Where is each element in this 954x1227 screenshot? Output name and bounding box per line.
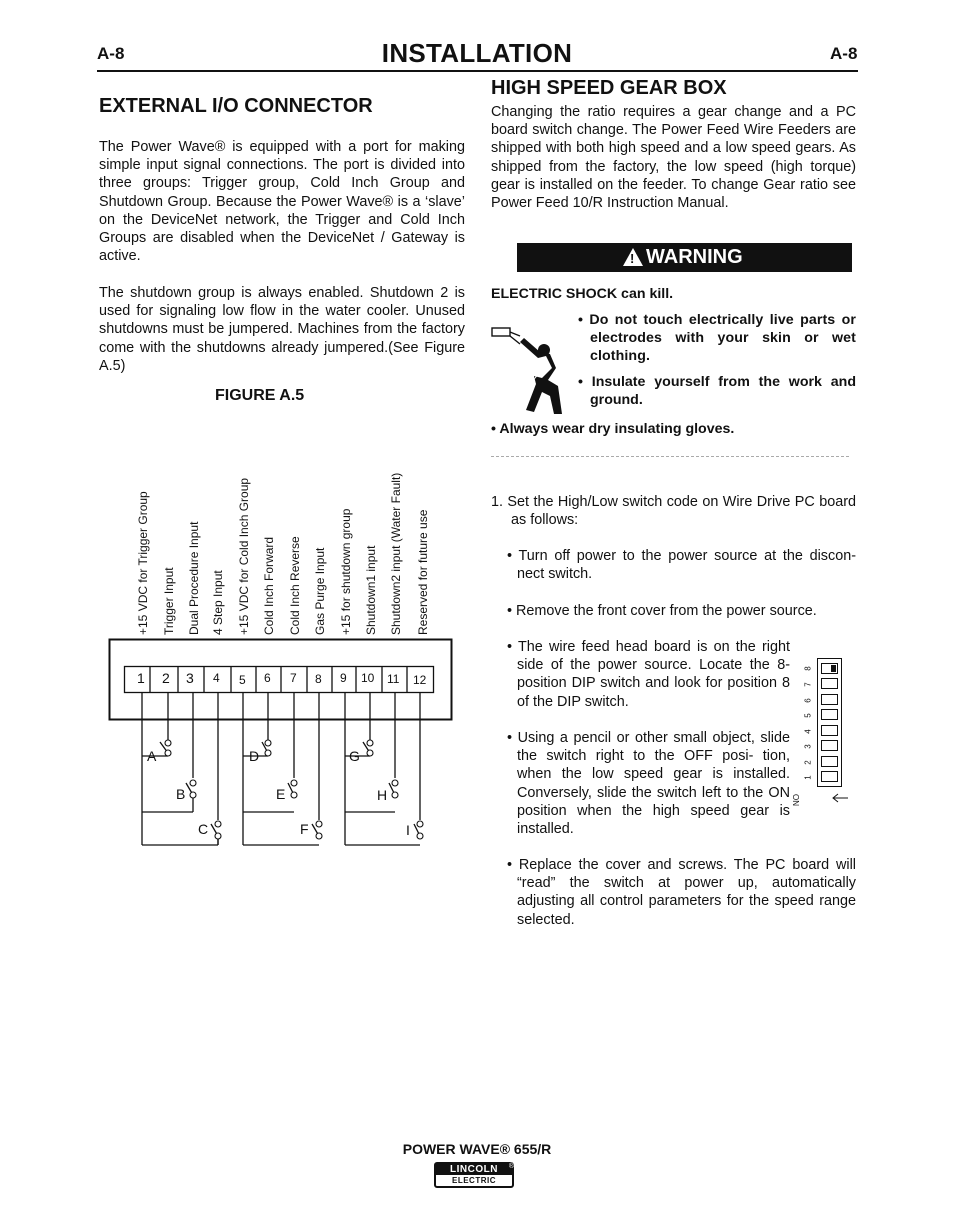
paragraph-text: The Power Wave® is equipped with a port for making simple input signal connections. The port is divided into three groups: Trigger group, Cold Inch Group and Shutdown Group. Because the Power Wave® is a ‘slave’ on the DeviceNet network, the Trigger and Cold Inch Groups are disabled when the DeviceNet / Gateway is active. [99,139,465,265]
warning-bullet: • Insulate yourself from the work and ground. [578,374,856,408]
pin-label: +15 for shutdown group [339,508,353,635]
external-io-paragraph-2 [99,284,465,375]
switch-label: F [300,821,309,837]
footer-model: POWER WAVE® 655/R [402,1141,552,1157]
dip-on-label: ON [791,794,800,806]
dip-number: 2 [803,760,813,765]
electric-shock-icon [490,322,570,416]
pin-number: 5 [239,673,246,687]
lincoln-electric-logo [434,1162,514,1188]
sub-bullet-text: • The wire feed head board is on the right side of the power source. Locate the 8- position DIP switch and look for position 8 of the DIP switch. [507,639,790,710]
step-text: 1. Set the High/Low switch code on Wire Drive PC board as follows: [491,494,856,529]
procedure-step-1 [491,493,856,529]
logo-top-text: LINCOLN [436,1164,512,1175]
dip-switch-diagram [791,656,860,806]
page-code-left: A-8 [97,44,125,63]
pin-number: 6 [264,671,271,685]
pin-number: 2 [162,670,170,686]
pin-label: +15 VDC for Cold Inch Group [237,477,251,635]
sub-bullet [507,638,790,711]
switch-label: A [147,748,157,764]
sub-bullet-text: • Using a pencil or other small object, slide the switch right to the OFF posi- tion, when the low speed gear is installed. Conversely, slide the switch left to the ON position when the high speed gear is installed. [507,730,790,838]
pin-number: 11 [387,672,400,686]
logo-bottom-text: ELECTRIC [452,1176,496,1185]
sub-bullet-text: • Remove the front cover from the power source. [507,603,817,619]
figure-title: FIGURE A.5 [215,387,305,404]
switch-label: B [176,786,186,802]
switch-label: D [249,748,260,764]
pin-label: Reserved for future use [416,509,430,635]
dip-number: 1 [803,775,813,780]
sub-bullet [507,547,856,583]
dip-number: 7 [803,682,813,687]
shock-title: ELECTRIC SHOCK can kill. [491,286,674,302]
connector-diagram [100,440,470,860]
pin-label: Cold Inch Forward [262,536,276,635]
pin-number: 9 [340,671,347,685]
section-heading-external-io: EXTERNAL I/O CONNECTOR [99,95,373,117]
paragraph-text: The shutdown group is always enabled. Shutdown 2 is used for signaling low flow in the water cooler. Unused shutdowns must be jumpered. Machines from the factory come with the shutdowns already jumpered.(See Figure A.5) [99,285,465,374]
sub-bullet [507,602,856,620]
page-code-right: A-8 [830,44,858,63]
pin-number: 3 [186,670,194,686]
pin-label: 4 Step Input [211,570,225,635]
pin-label: Trigger Input [162,567,176,635]
switch-label: G [349,748,360,764]
switch-label: E [276,786,286,802]
pin-number: 8 [315,672,322,686]
switch-label: C [198,821,209,837]
warning-banner [517,243,852,272]
pin-label: Gas Purge Input [313,547,327,635]
logo-registered-mark: ® [508,1163,514,1170]
pin-label: Dual Procedure Input [187,521,201,635]
pin-number: 1 [137,670,145,686]
header-rule [97,70,858,72]
warning-bullets [578,311,856,409]
dip-number: 6 [803,698,813,703]
sub-bullet [507,729,790,838]
switch-label: I [406,822,410,838]
section-heading-gear-box: HIGH SPEED GEAR BOX [491,77,727,99]
dashed-divider [491,456,849,457]
pin-number: 4 [213,671,220,685]
pin-label: +15 VDC for Trigger Group [136,491,150,635]
pin-label: Shutdown2 input (Water Fault) [389,472,403,635]
paragraph-text: Changing the ratio requires a gear change and a PC board switch change. The Power Feed Wire Feeders are shipped with both high speed and a low speed gears. As shipped from the factory, the low speed (high torque) gear is installed on the feeder. To change Gear ratio see Power Feed 10/R Instruction Manual. [491,104,856,212]
warning-label: WARNING [646,246,743,268]
sub-bullet [507,856,856,929]
switch-label: H [377,787,388,803]
pin-label: Shutdown1 input [364,545,378,635]
pin-number: 12 [413,673,427,687]
sub-bullet-text: • Turn off power to the power source at the discon- nect switch. [507,548,856,583]
pin-label: Cold Inch Reverse [288,536,302,635]
warning-bullet-gloves: • Always wear dry insulating gloves. [491,421,735,437]
external-io-paragraph-1 [99,138,465,265]
dip-number: 5 [803,713,813,718]
warning-triangle-icon [623,248,643,266]
sub-bullet-text: • Replace the cover and screws. The PC board will “read” the switch at power up, automatically adjusting all control parameters for the speed range selected. [507,857,856,928]
dip-number: 4 [803,729,813,734]
pin-number: 7 [290,671,297,685]
dip-number: 8 [803,666,813,671]
warning-bullet: • Do not touch electrically live parts or electrodes with your skin or wet clothing. [578,312,856,364]
pin-number: 10 [361,671,375,685]
dip-number: 3 [803,744,813,749]
gear-box-intro [491,103,856,212]
page-title: INSTALLATION [381,38,573,68]
